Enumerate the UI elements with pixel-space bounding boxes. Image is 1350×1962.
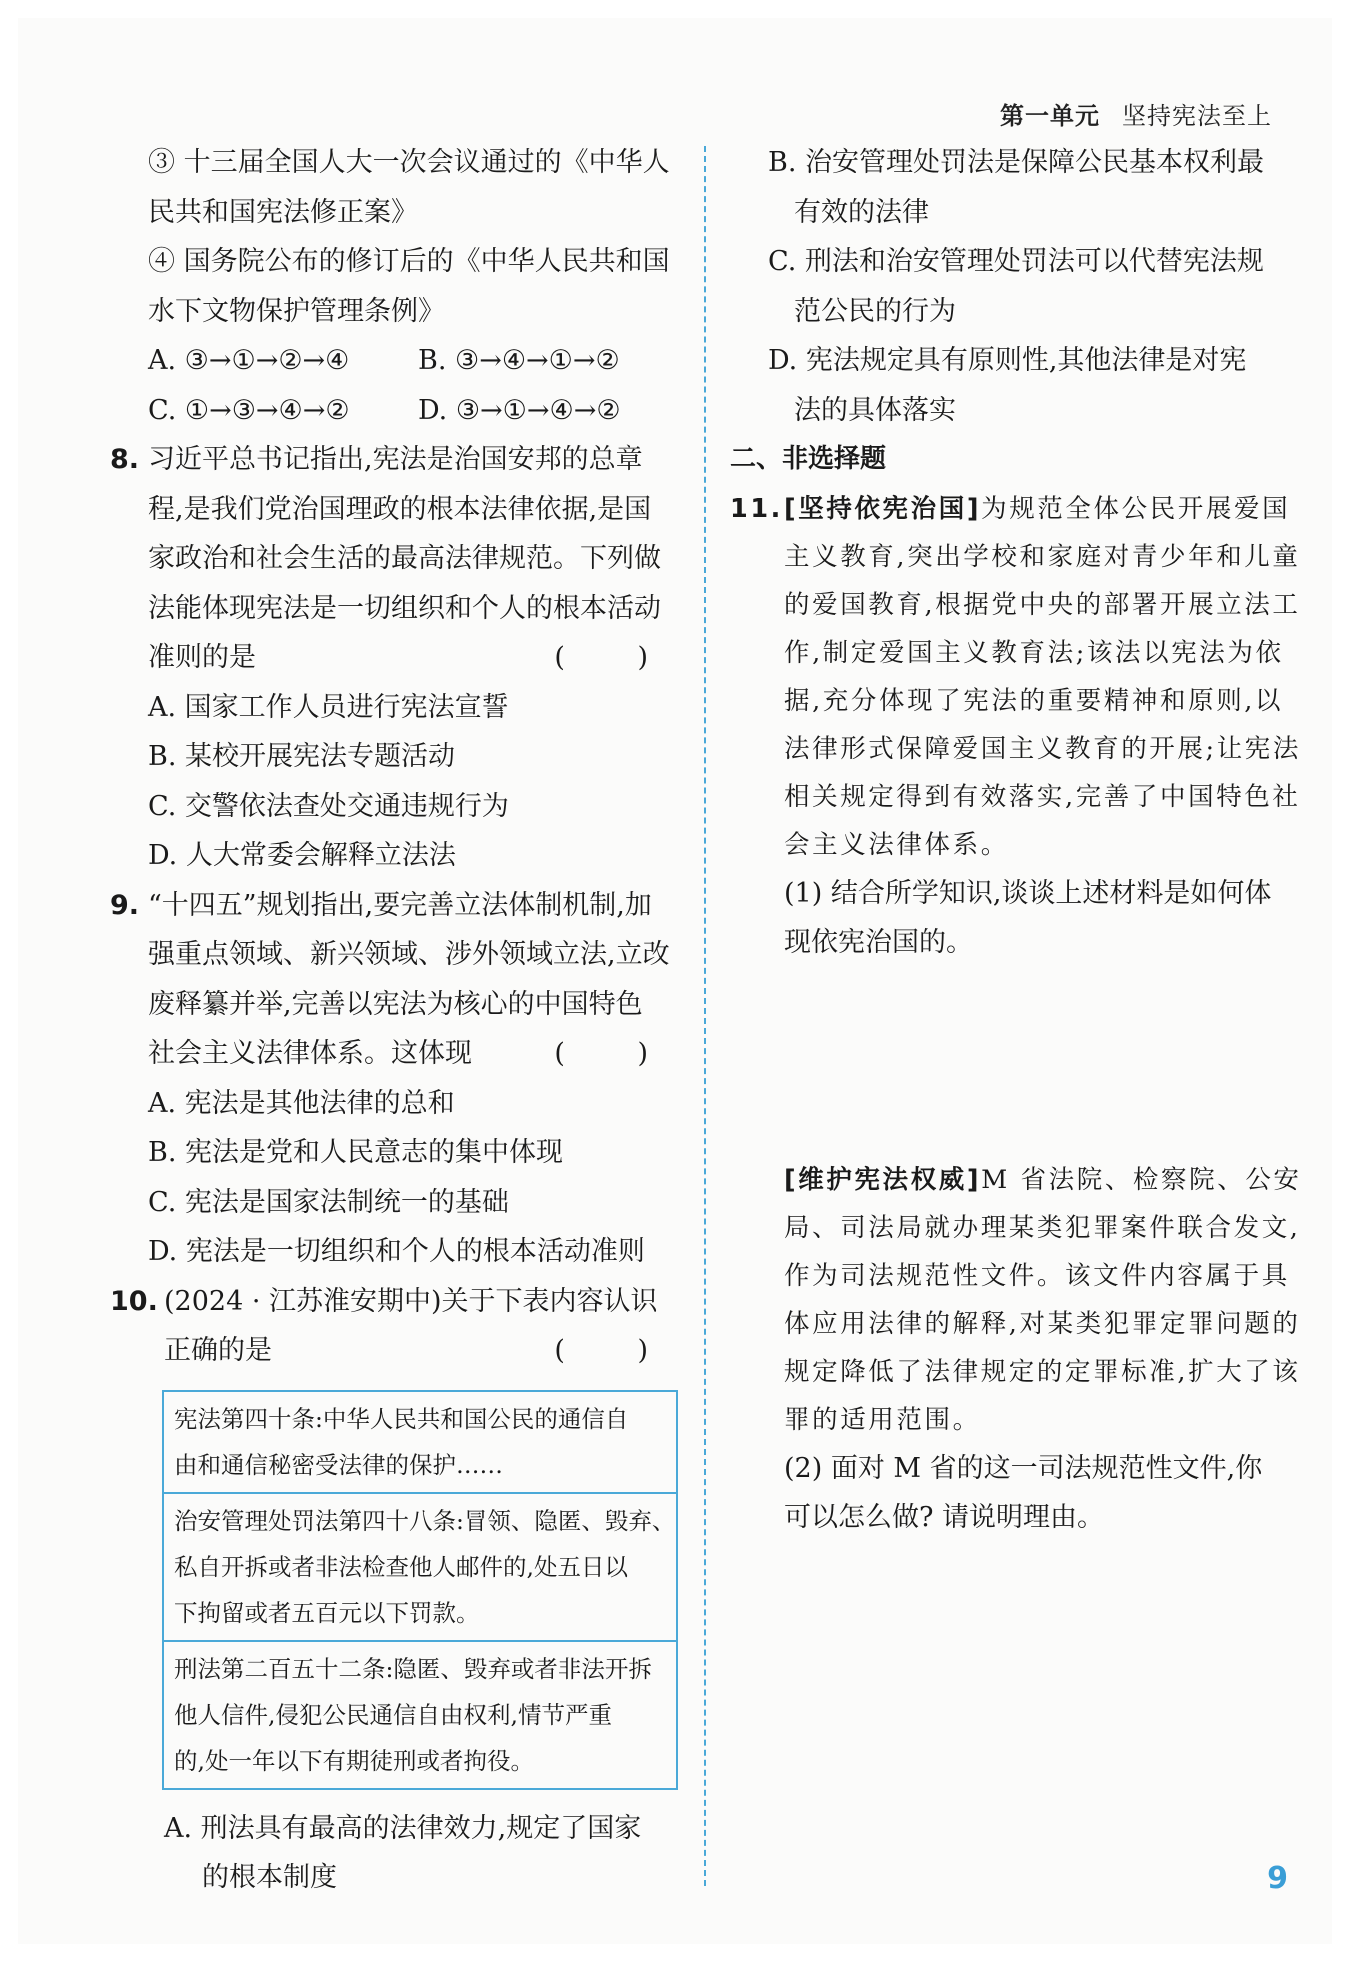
page xyxy=(18,18,1332,1944)
q9-option-d[interactable]: D. 宪法是一切组织和个人的根本活动准则 xyxy=(148,1236,645,1267)
q10-option-b[interactable]: B. 治安管理处罚法是保障公民基本权利最 xyxy=(768,147,1265,178)
q11-material-line: 罪的适用范围。 xyxy=(784,1404,981,1435)
q11-material-line: 的爱国教育,根据党中央的部署开展立法工 xyxy=(784,589,1301,620)
q7-option-c[interactable]: C. ①→③→④→② xyxy=(148,394,350,426)
q11-material-line: 据,充分体现了宪法的重要精神和原则,以 xyxy=(784,685,1284,716)
table-cell-line: 他人信件,侵犯公民通信自由权利,情节严重 xyxy=(174,1700,612,1729)
q9-number: 9. xyxy=(110,889,140,921)
q11-material-line: 局、司法局就办理某类犯罪案件联合发文, xyxy=(784,1212,1301,1243)
q7-option-d[interactable]: D. ③→①→④→② xyxy=(418,394,621,426)
q11-material-line: 规定降低了法律规定的定罪标准,扩大了该 xyxy=(784,1356,1301,1387)
q11-text: 为规范全体公民开展爱国 xyxy=(981,493,1291,524)
q10-option-c[interactable]: C. 刑法和治安管理处罚法可以代替宪法规 xyxy=(768,246,1264,277)
q8-answer-blank[interactable]: ( ) xyxy=(554,642,680,673)
q8-option-d[interactable]: D. 人大常委会解释立法法 xyxy=(148,840,456,871)
q8-number: 8. xyxy=(110,444,140,475)
table-cell-line: 下拘留或者五百元以下罚款。 xyxy=(174,1598,480,1627)
q10-option-c-cont: 范公民的行为 xyxy=(794,295,956,327)
table-row xyxy=(164,1494,676,1642)
table-cell-line: 私自开拆或者非法检查他人邮件的,处五日以 xyxy=(174,1552,628,1581)
table-cell-line: 的,处一年以下有期徒刑或者拘役。 xyxy=(174,1746,534,1775)
q7-options-row xyxy=(110,386,680,436)
q9-option-a[interactable]: A. 宪法是其他法律的总和 xyxy=(148,1087,455,1119)
q11-number: 11. xyxy=(730,493,783,524)
q9-option-c[interactable]: C. 宪法是国家法制统一的基础 xyxy=(148,1186,509,1218)
q7-option-a[interactable]: A. ③→①→②→④ xyxy=(148,345,350,376)
q8-stem-line xyxy=(110,633,680,683)
q11-material-line: 主义教育,突出学校和家庭对青少年和儿童 xyxy=(784,541,1301,572)
q10-option-a[interactable]: A. 刑法具有最高的法律效力,规定了国家 xyxy=(164,1812,642,1844)
answer-space-2[interactable] xyxy=(730,1543,1300,1843)
q10-text: 正确的是 xyxy=(164,1335,272,1366)
q7-line: ④ 国务院公布的修订后的《中华人民共和国 xyxy=(148,246,670,277)
q10-answer-blank[interactable]: ( ) xyxy=(554,1335,680,1366)
q9-answer-blank[interactable]: ( ) xyxy=(554,1038,680,1069)
q10-stem-line xyxy=(110,1326,680,1376)
q10-option-a-cont: 的根本制度 xyxy=(202,1862,337,1893)
q11-sub2-line: 可以怎么做? 请说明理由。 xyxy=(784,1502,1105,1533)
q9-stem-line: 强重点领域、新兴领域、涉外领域立法,立改 xyxy=(148,939,670,970)
answer-space-1[interactable] xyxy=(730,968,1300,1156)
q11-material-line: 作为司法规范性文件。该文件内容属于具 xyxy=(784,1260,1290,1291)
right-column xyxy=(730,138,1300,1843)
q8-text: 习近平总书记指出,宪法是治国安邦的总章 xyxy=(148,444,643,475)
header-title: 坚持宪法至上 xyxy=(1122,102,1272,130)
q9-stem-line xyxy=(110,1029,680,1079)
q9-stem-line: 废释纂并举,完善以宪法为核心的中国特色 xyxy=(148,988,643,1020)
column-divider xyxy=(704,146,706,1886)
q7-options-row xyxy=(110,336,680,386)
q10-law-table xyxy=(162,1390,678,1790)
q10-option-d-cont: 法的具体落实 xyxy=(794,394,956,426)
q8-stem-line: 家政治和社会生活的最高法律规范。下列做 xyxy=(148,543,661,574)
running-header xyxy=(1000,96,1272,131)
page-number: 9 xyxy=(1267,1861,1288,1896)
q8-stem-line: 法能体现宪法是一切组织和个人的根本活动 xyxy=(148,592,661,624)
q11-material-line xyxy=(730,485,1300,533)
table-cell-line: 刑法第二百五十二条:隐匿、毁弃或者非法开拆 xyxy=(174,1654,652,1683)
q11-sub1-line: 现依宪治国的。 xyxy=(784,927,973,958)
q9-stem-line xyxy=(110,881,680,931)
q11-tag-2: [维护宪法权威] xyxy=(784,1164,982,1195)
q8-stem-line: 程,是我们党治国理政的根本法律依据,是国 xyxy=(148,493,652,525)
q11-material-line: 相关规定得到有效落实,完善了中国特色社 xyxy=(784,781,1301,812)
q11-material-line: 法律形式保障爱国主义教育的开展;让宪法 xyxy=(784,733,1301,764)
q8-option-a[interactable]: A. 国家工作人员进行宪法宣誓 xyxy=(148,691,509,723)
q11-material-line: 作,制定爱国主义教育法;该法以宪法为依 xyxy=(784,637,1284,668)
q8-option-b[interactable]: B. 某校开展宪法专题活动 xyxy=(148,741,456,772)
q10-text: (2024 · 江苏淮安期中)关于下表内容认识 xyxy=(164,1285,658,1317)
table-row xyxy=(164,1392,676,1494)
q9-text: “十四五”规划指出,要完善立法体制机制,加 xyxy=(148,889,652,921)
q10-option-b-cont: 有效的法律 xyxy=(794,196,929,228)
q8-stem-line xyxy=(110,435,680,485)
q9-option-b[interactable]: B. 宪法是党和人民意志的集中体现 xyxy=(148,1137,564,1168)
table-cell-line: 治安管理处罚法第四十八条:冒领、隐匿、毁弃、 xyxy=(174,1506,676,1535)
q11-material-line: 体应用法律的解释,对某类犯罪定罪问题的 xyxy=(784,1308,1301,1339)
q11-material-line xyxy=(730,1156,1300,1204)
q7-option-b[interactable]: B. ③→④→①→② xyxy=(418,345,620,376)
q8-text: 准则的是 xyxy=(148,642,256,673)
q10-stem-line xyxy=(110,1277,680,1327)
q7-line: ③ 十三届全国人大一次会议通过的《中华人 xyxy=(148,147,670,178)
table-cell-line: 由和通信秘密受法律的保护…… xyxy=(174,1450,503,1479)
q11-sub2-line: (2) 面对 M 省的这一司法规范性文件,你 xyxy=(784,1452,1263,1484)
q11-tag-1: [坚持依宪治国] xyxy=(784,493,982,524)
q11-material-line: 会主义法律体系。 xyxy=(784,829,1009,860)
q8-option-c[interactable]: C. 交警依法查处交通违规行为 xyxy=(148,790,509,822)
header-unit: 第一单元 xyxy=(1000,102,1100,130)
q7-line: 水下文物保护管理条例》 xyxy=(148,295,445,327)
table-row xyxy=(164,1642,676,1788)
q9-text: 社会主义法律体系。这体现 xyxy=(148,1038,472,1069)
q10-option-d[interactable]: D. 宪法规定具有原则性,其他法律是对宪 xyxy=(768,345,1247,376)
left-column xyxy=(110,138,680,1903)
q11-sub1-line: (1) 结合所学知识,谈谈上述材料是如何体 xyxy=(784,877,1272,909)
q11-text: M 省法院、检察院、公安 xyxy=(981,1164,1302,1195)
table-cell-line: 宪法第四十条:中华人民共和国公民的通信自 xyxy=(174,1404,629,1433)
section-heading: 二、非选择题 xyxy=(730,444,887,474)
q7-line: 民共和国宪法修正案》 xyxy=(148,196,418,228)
q10-number: 10. xyxy=(110,1285,158,1317)
